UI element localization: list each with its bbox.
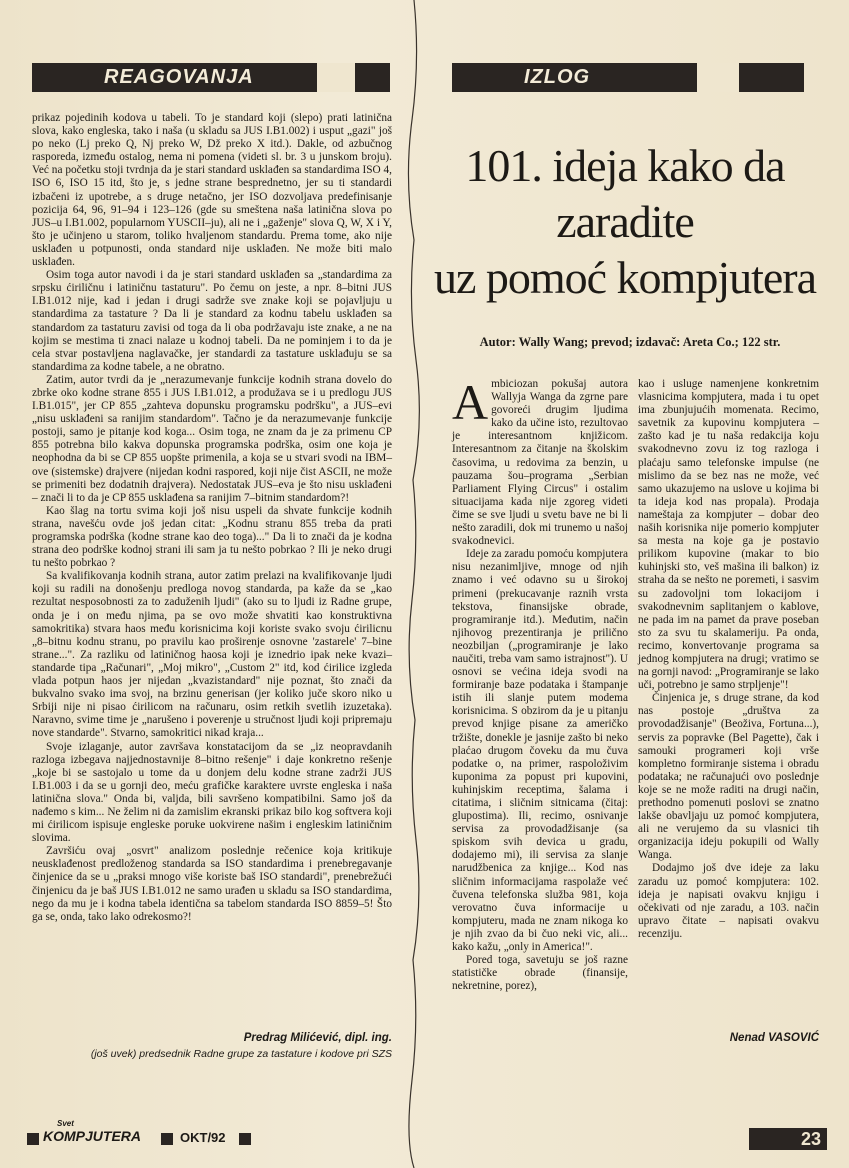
section-bar-gap <box>317 63 355 92</box>
magazine-brand <box>43 1119 142 1144</box>
article-paragraph: Zatim, autor tvrdi da je „nerazumevanje funkcije kodnih strana dovelo do zbrke oko kodne strane 855 i JUS I.B1.012, a produžava se i u predlogu JUS I.B1.015", jer CP 855 „zahteva dopunsku programsku podršku", a JUS–evi „nisu usklađeni sa ranijim standardom". Tačno je da nerazumevanje funkcije postoji, samo je pitanje kod koga... Osim toga, ne znam da je za primenu CP 855 potrebna bilo kakva dopunska programska podrška, osim one koja je neophodna da bi se CP 855 uopšte primenila, a koja se u stvari svodi na IBM–ove (sistemske) drajvere (nijedan kodni raspored, koji nije čist ASCII, ne može se primeniti bez dodatnih drajvera). Nedostatak JUS–eva je što nisu usklađeni – znači li to da je CP 855 usklađena sa ranijim 7–bitnim standardom?! <box>32 373 392 504</box>
magazine-brand-name: KOMPJUTERA <box>43 1128 142 1144</box>
left-author-affiliation: (još uvek) predsednik Radne grupe za tastature i kodove pri SZS <box>90 1048 392 1060</box>
section-label-izlog: IZLOG <box>524 66 591 88</box>
wavy-column-divider <box>404 0 424 1168</box>
section-bar-gap <box>697 63 739 92</box>
title-line: zaradite <box>556 196 694 247</box>
article-paragraph: Završiću ovaj „osvrt" analizom poslednje rečenice koja kritikuje neusklađenost predloženog standarda sa ISO standardima i prenebregavanje činjenice da se u „praksi mnogo više koriste baš ISO standardi", prenebrežući činjenicu da je baš JUS I.B1.012 ne samo urađen u skladu sa ISO standardima, nego da mu je i kodna tabela identična sa tabelom standarda ISO 8859–5! Što ga se, onda, tako lako odrekosmo?! <box>32 845 392 923</box>
footer-square-icon <box>161 1133 173 1145</box>
review-paragraph: Činjenica je, s druge strane, da kod nas postoje „društva za provodadžisanje" (Beoživa, Fortuna...), servis za popravke (Bel Pagette), čak i samouki programeri koji vrše kompletno formiranje sistema i obradu podataka; ne računajući ovo poslednje koje se ne može raditi na drugi način, prethodno pomenuti poslovi se znatno lakše obavljaju uz pomoć kompjutera, ali ne verujemo da su vlasnici tih organizacija ideju pokupili od Wally Wanga. <box>638 692 819 862</box>
article-title <box>430 138 820 306</box>
section-label-reagovanja: REAGOVANJA <box>104 66 254 88</box>
article-paragraph: Kao šlag na tortu svima koji još nisu uspeli da shvate funkcije kodnih strana, navešću ovde još jedan citat: „Kodnu stranu 855 treba da prati programska podrška (kodne strane kao deo toga)..." Da li to znači da je kodna strana deo podrške kodnoj strani ili sam ja tu nešto pobrkao ? Ili je neko drugi tu nešto pobrkao ? <box>32 504 392 570</box>
footer-square-icon <box>239 1133 251 1145</box>
page-footer <box>27 1119 827 1150</box>
footer-square-icon <box>27 1133 39 1145</box>
book-byline: Autor: Wally Wang; prevod; izdavač: Areta Co.; 122 str. <box>479 335 781 349</box>
review-paragraph: Ideje za zaradu pomoću kompjutera nisu nezanimljive, mnoge od njih znamo i već odavno su u širokoj primeni (prekucavanje raznih vrsta tekstova, finansijske obrade, programiranje itd.). Međutim, način njihovog prezentiranja je prilično neozbiljan („programiranje je lako naučiti, treba vam samo istrajnost"). U osnovi se većina ideja svodi na formiranje baze podataka i štampanje istih ili slanje putem modema korisnicima. S obzirom da je u pitanju prevod knjige pisane za američko tržište, donekle je jasnije zašto bi neko plaćao drugom čoveku da mu čuva podatke o, na primer, raspoloživim kuponima za popust pri kupovini, kuhinjskim receptima, šalama i citatima, i sličnim sitnicama (čitaj: glupostima). Ili, recimo, osnivanje servisa za provodadžisanje (sa spiskom svih devica u gradu, dodajemo mi), ili servisa za slanje narudžbenica za knjige... Kod nas sličnim informacijama raspolaže već čuvena telefonska služba 981, koja verovatno čuva informacije u kompjuteru, mada ne znam nikoga ko je njih zvao da bi čuo neki vic, ali... kako kažu, „only in America!". <box>452 548 628 954</box>
right-section-header <box>452 63 804 92</box>
article-paragraph: Sa kvalifikovanja kodnih strana, autor zatim prelazi na kvalifikovanje ljudi koji su radili na donošenju predloga novog standarda, pa kaže da se „kao rezultat nesposobnosti za to zaduženih ljudi" (ako su to ljudi iz Radne grupe, onda je i on među njima, pa se ovo može shvatiti kao konstruktivna samokritika) stvara haos među korisnicima koji koriste svako svoju ćirilicnu „8–bitnu kodnu stranu, po pravilu kao proširenje osnovne 'zastarele' 7–bine strane...". Za razliku od latiničnog haosa koji je iznedrio ipak neke kvazi–standarde tipa „Računari", „Moj mikro", „Custom 2" itd, kod ćirilice izgleda vlada potpun haos jer nijedan „kvazistandard" nije poznat, što znači da bukvalno svako ima svoj, na brzinu generisan (jer koliko juče skoro niko u Srbiji nije ni pisao ćirilicom na računaru, osim retkih svetlih izuzetaka). Naravno, svime time je „narušeno i poverenje u stručnost ljudi koji pripremaju nove standarde". Stvarno, samokritici nikad kraja... <box>32 570 392 740</box>
page-number: 23 <box>749 1128 827 1150</box>
review-column-2 <box>638 378 819 941</box>
review-paragraph: Ambiciozan pokušaj autora Wallyja Wanga da zgrne pare govoreći drugim ljudima kako da učine isto, rezultovao je interesantnom knjižicom. Interesantnom za čitanje na školskim časovima, u redovima za benzin, u pauzama šou–programa „Serbian Parliament Flying Circus" i ostalim situacijama kada nije zgoreg videti čime se sve ljudi u svetu bave ne bi li nešto zaradili, dok mi trunemo u našoj svakodnevici. <box>452 374 628 548</box>
title-line: 101. ideja kako da <box>465 140 785 191</box>
reagovanja-article-body <box>32 112 392 924</box>
left-section-header <box>32 63 390 92</box>
review-paragraph: kao i usluge namenjene konkretnim vlasnicima kompjutera, mada i tu opet ima zbunjujućih momenata. Recimo, savetnik za kupovinu kompjutera – zašto kad je tu naša redakcija koju svakodnevno zovu iz tog razloga i plaćaju samo telefonske impulse (ne mislimo da se bez nas ne može, već samo ukazujemo na uslove u kojima bi ta ideja kod nas propala). Prodaja nameštaja za kompjuter – dobar deo naših korisnika nije pomerio kompjuter sa mesta na koje ga je postavio prilikom kupovine (makar to bio kuhinjski sto, veš mašina ili balkon) iz straha da se nešto ne poremeti, i sasvim su zadovoljni tom lokacijom i svakodnevnim saplitanjem o kablove, ne pada im na pamet da prave poseban sto za svu tu skalameriju. Pa onda, recimo, konvertovanje programa sa jednog kompjutera na drugi; vratimo se na gornji navod: „Programiranje se lako uči, potrebno je samo strpljenje"! <box>638 378 820 692</box>
issue-date: OKT/92 <box>180 1130 226 1145</box>
review-paragraph: Pored toga, savetuju se još razne statističke obrade (finansije, nekretnine, porez), <box>452 954 628 993</box>
article-paragraph: Osim toga autor navodi i da je stari standard usklađen sa „standardima za srpsku ćiriličnu i latiničnu tastaturu". Po čemu on jeste, a npr. 8–bitni JUS I.B1.012 nije, kad i jedan i drugi sadrže sve znake koji se pojavljuju u standardima za tastature ? Da li je standard za kodnu tabelu usklađen sa standardom za tastaturu zavisi od toga da li oba podržavaju iste znake, a ne na kojim se mestima ti znaci nalaze u kodnoj tabeli. Da ne pominjem i to da je cela stvar postavljena naglavačke, jer standardi za tastature usklađuju se sa standardima za kodne tabele, a ne obratno. <box>32 269 392 373</box>
title-line: uz pomoć kompjutera <box>433 252 817 303</box>
article-paragraph: Svoje izlaganje, autor završava konstatacijom da se „iz neopravdanih razloga izbegava najjednostavnije 8–bitno rešenje" i daje konkretno rešenje „koje bi se sastojalo u tome da u donjem delu kodne strane zadrži JUS I.B1.003 i da se u gornji deo, meću grafičke karaktere uvrste engleska i naša latinična slova." Onda bi, valjda, bili savršeno kompatibilni. Samo još da nađemo s kim... Ne želim ni da zamislim ekranski prikaz bilo kog softvera koji mi ćirilicom ispisuje engleske poruke uokvirene našim i engleskim latiničnim slovima. <box>32 740 392 845</box>
review-column-1 <box>452 374 628 993</box>
article-paragraph: prikaz pojedinih kodova u tabeli. To je standard koji (slepo) prati latinična slova, kako engleska, tako i naša (u skladu sa JUS I.B1.002) i usput „gazi" još po neko (Lj preko Q, Nj preko W, Dž preko X itd.). Dakle, od azbučnog rasporeda, između ostalog, nema ni pomena (videti sl. br. 3 u junskom broju). Već na početku stoji tvrdnja da je stari standard usklađen sa standardima ISO 4, ISO 6, ISO 15 itd, što je, s jedne strane besprednetno, jer su ti standardi izbačeni iz upotrebe, a s druge netačno, jer ISO dozvoljava predefinisanje pozicija 64, 96, 91–94 i 123–126 (gde su smeštena naša latinična slova po JUS–u I.B1.002, popularnom YUSCII–ju), ali ne i „gaženje" slova Q, W, X i Y, što je učinjeno u starom, toliko hvaljenom standardu. Prema tome, ako nije usklađen u potpunosti, onda standard nije usklađen. Ne može biti malo usklađen. <box>32 112 392 269</box>
review-paragraph: Dodajmo još dve ideje za laku zaradu uz pomoć kompjutera: 102. ideja je napisati ovakvu knjigu i očekivati od nje zaradu, a 103. način upravo čitate – napisati ovakvu recenziju. <box>638 862 819 940</box>
magazine-brand-prefix: Svet <box>57 1119 74 1128</box>
left-author-signature: Predrag Milićević, dipl. ing. <box>243 1032 392 1044</box>
review-author-signature: Nenad VASOVIĆ <box>729 1032 819 1044</box>
